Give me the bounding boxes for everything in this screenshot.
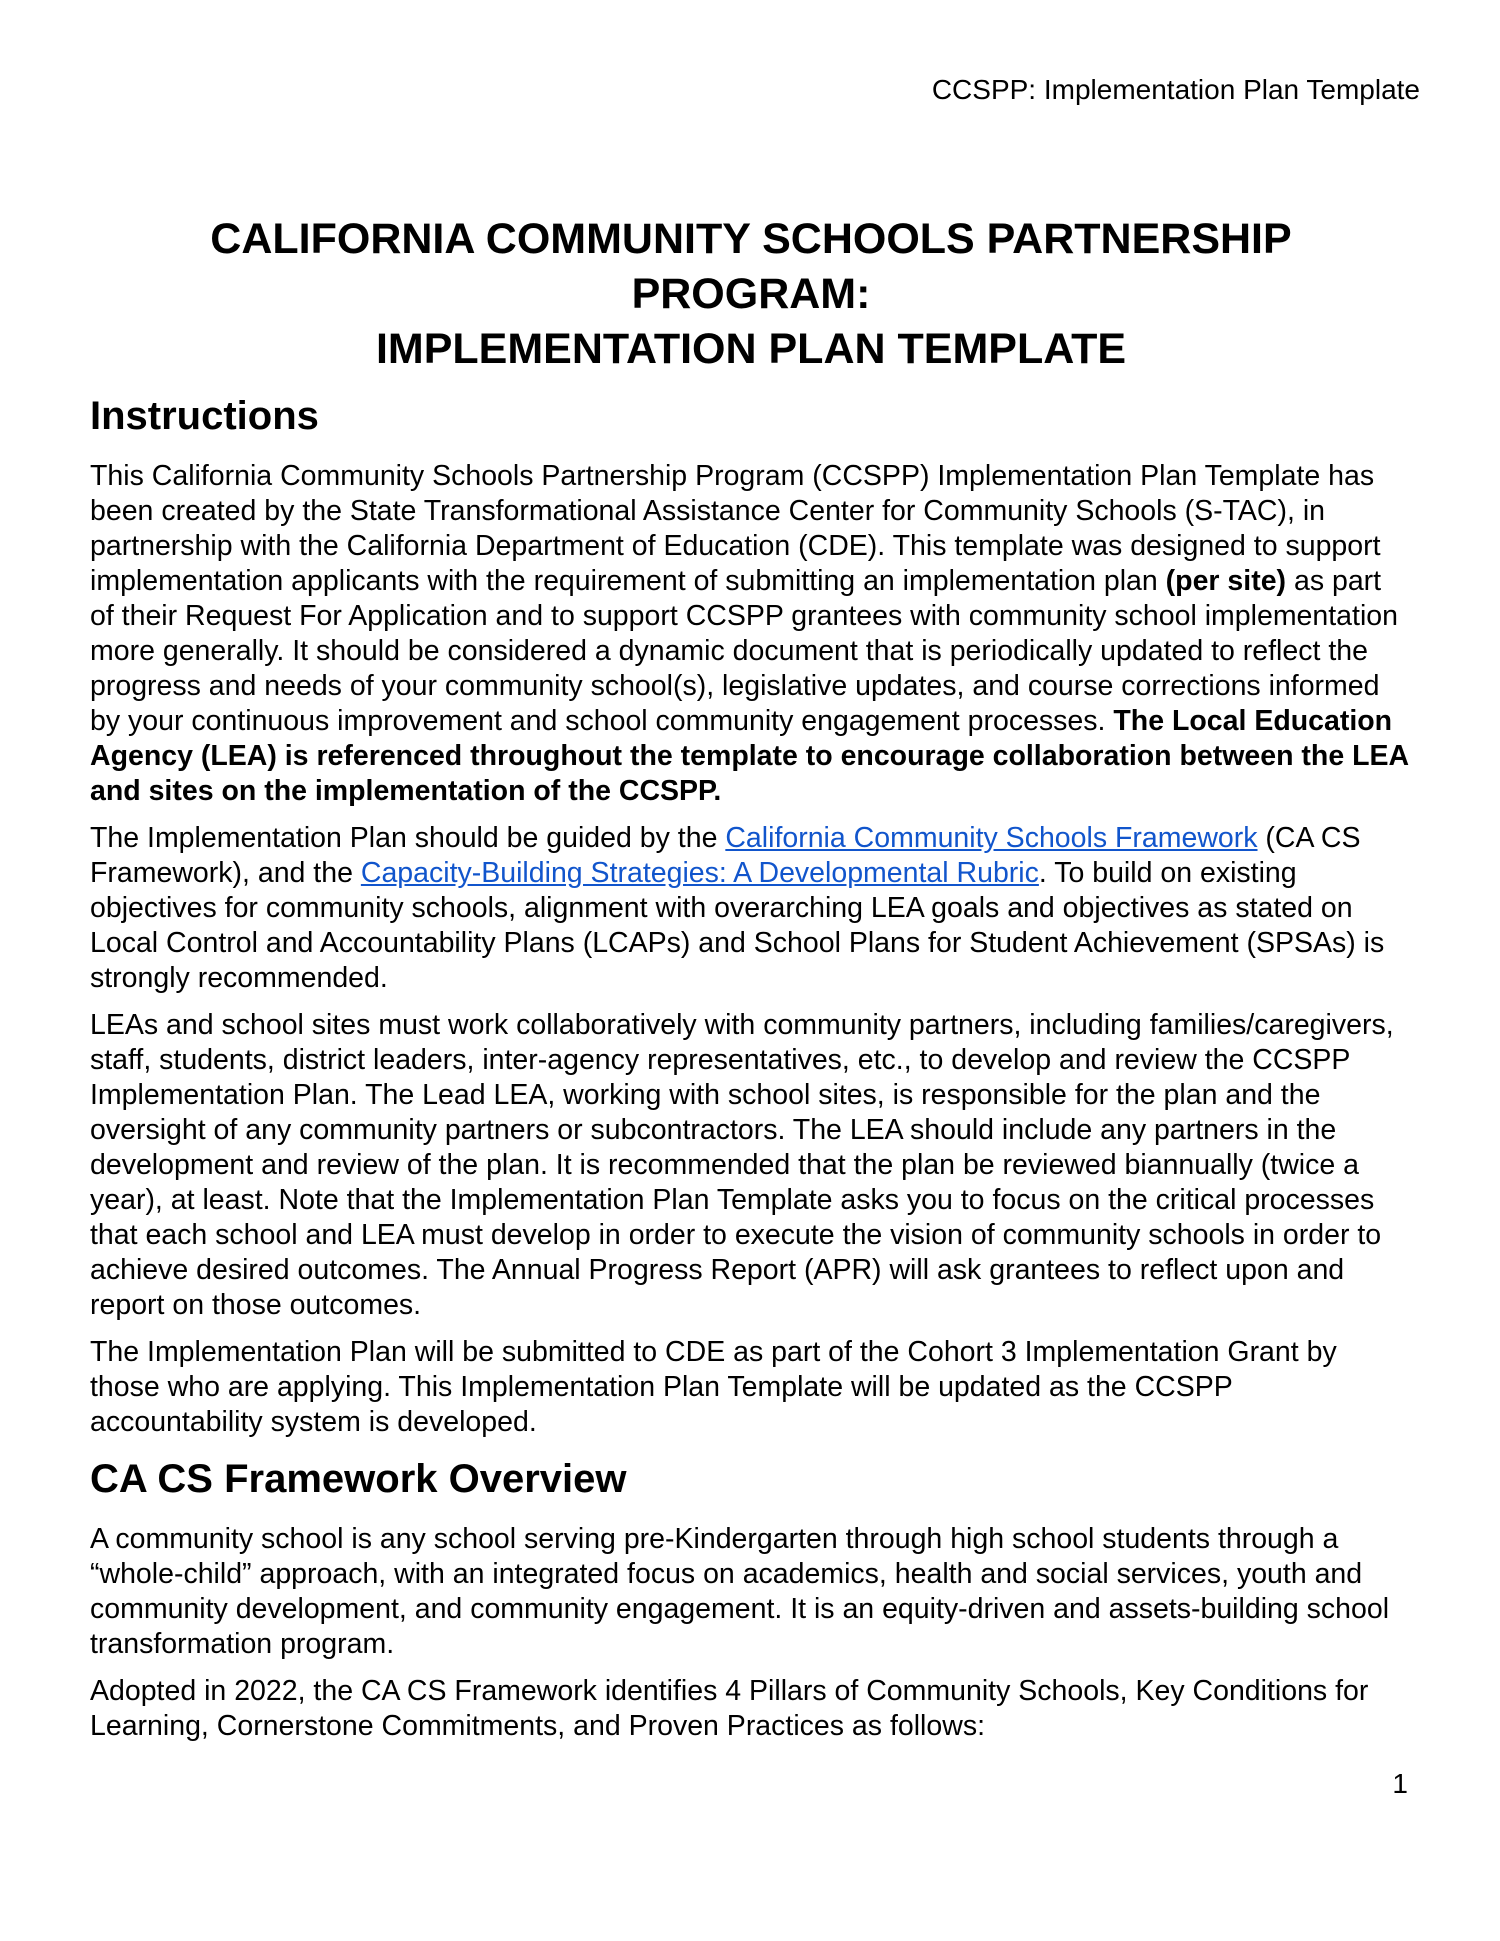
link-ca-community-schools-framework[interactable]: California Community Schools Framework <box>725 822 1258 854</box>
paragraph-framework-1: A community school is any school serving pre-Kindergarten through high school students through a “whole-child” approach, with an integrated focus on academics, health and social services, youth and community development, and community engagement. It is an equity-driven and assets-building school transformation program. <box>90 1523 1390 1660</box>
bold-text-run: (per site) <box>1165 565 1287 597</box>
text-run: (CA CS Framework), and the <box>90 822 1361 889</box>
link-capacity-building-strategies-rubric[interactable]: Capacity-Building Strategies: A Developmental Rubric <box>360 857 1039 889</box>
title-line-1: CALIFORNIA COMMUNITY SCHOOLS PARTNERSHIP <box>210 215 1292 263</box>
text-run: . To build on existing objectives for community schools, alignment with overarching LEA goals and objectives as stated on Local Control and Accountability Plans (LCAPs) and School Plans for Student Achievement (SPSAs) is strongly recommended. <box>90 857 1385 994</box>
running-header: CCSPP: Implementation Plan Template <box>931 74 1420 105</box>
paragraph-framework-2: Adopted in 2022, the CA CS Framework identifies 4 Pillars of Community Schools, Key Conditions for Learning, Cornerstone Commitments, and Proven Practices as follows: <box>90 1675 1369 1742</box>
text-run: This California Community Schools Partnership Program (CCSPP) Implementation Plan Template has been created by the State Transformational Assistance Center for Community Schools (S-TAC), in partnership with the California Department of Education (CDE). This template was designed to support implementation applicants with the requirement of submitting an implementation plan <box>90 460 1381 597</box>
paragraph-instructions-2 <box>90 821 1412 996</box>
document-content <box>90 0 1412 1756</box>
paragraph-instructions-1 <box>90 459 1412 809</box>
text-run: The Implementation Plan should be guided by the <box>90 822 726 854</box>
paragraph-instructions-3: LEAs and school sites must work collaboratively with community partners, including families/caregivers, staff, students, district leaders, inter-agency representatives, etc., to develop and review the CCSPP Implementation Plan. The Lead LEA, working with school sites, is responsible for the plan and the oversight of any community partners or subcontractors. The LEA should include any partners in the development and review of the plan. It is recommended that the plan be reviewed biannually (twice a year), at least. Note that the Implementation Plan Template asks you to focus on the critical processes that each school and LEA must develop in order to execute the vision of community schools in order to achieve desired outcomes. The Annual Progress Report (APR) will ask grantees to reflect upon and report on those outcomes. <box>90 1009 1394 1321</box>
bold-text-run: The Local Education Agency (LEA) is referenced throughout the template to encourage collaboration between the LEA and sites on the implementation of the CCSPP. <box>90 705 1409 807</box>
title-line-2: PROGRAM: <box>631 270 871 318</box>
paragraph-instructions-4: The Implementation Plan will be submitted to CDE as part of the Cohort 3 Implementation Grant by those who are applying. This Implementation Plan Template will be updated as the CCSPP accountability system is developed. <box>90 1336 1337 1438</box>
section-heading-framework-overview: CA CS Framework Overview <box>90 1457 627 1501</box>
page-number: 1 <box>1392 1768 1408 1799</box>
document-title <box>90 212 1412 377</box>
text-run: as part of their Request For Application and to support CCSPP grantees with community school implementation more generally. It should be considered a dynamic document that is periodically updated to reflect the progress and needs of your community school(s), legislative updates, and course corrections informed by your continuous improvement and school community engagement processes. <box>90 565 1398 737</box>
title-line-3: IMPLEMENTATION PLAN TEMPLATE <box>375 325 1127 373</box>
section-heading-instructions: Instructions <box>90 394 319 438</box>
